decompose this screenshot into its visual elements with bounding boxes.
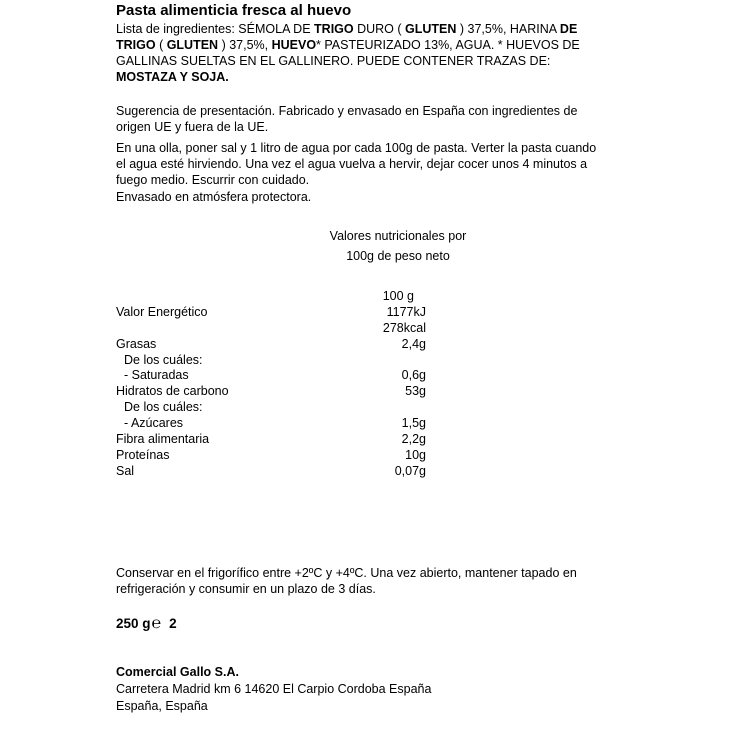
nutrition-row xyxy=(116,400,426,416)
nutrition-row xyxy=(116,432,426,448)
nutrition-row xyxy=(116,337,426,353)
nutrition-column-label: 100 g xyxy=(382,289,414,303)
net-weight xyxy=(116,615,177,633)
allergen-de-trigo: DE TRIGO xyxy=(116,22,578,52)
nutrition-row xyxy=(116,321,426,337)
company-name: Comercial Gallo S.A. xyxy=(116,665,239,679)
nutrition-row xyxy=(116,448,426,464)
nutrient-label: Hidratos de carbono xyxy=(116,384,229,399)
ingredients-text: ( xyxy=(155,38,167,52)
company-address: Carretera Madrid km 6 14620 El Carpio Cordoba España xyxy=(116,682,432,696)
allergen-trigo: TRIGO xyxy=(314,22,354,36)
nutrient-value: 0,07g xyxy=(394,463,426,478)
nutrient-label: De los cuáles: xyxy=(124,352,203,367)
allergen-huevo: HUEVO xyxy=(271,38,317,52)
nutrition-row xyxy=(116,368,426,384)
nutrient-value: 1,5g xyxy=(401,416,426,431)
nutrient-value: 2,2g xyxy=(401,432,426,447)
nutrient-label: Sal xyxy=(116,463,135,478)
portion-count: 2 xyxy=(169,616,177,631)
nutrition-header-line1: Valores nutricionales por xyxy=(329,229,467,243)
nutrient-label: - Azúcares xyxy=(124,416,184,431)
ingredients-text: ) 37,5%, HARINA xyxy=(456,22,560,36)
nutrient-value: 53g xyxy=(405,384,426,399)
allergen-mostaza-soja: MOSTAZA Y SOJA. xyxy=(116,70,229,84)
storage-instructions: Conservar en el frigorífico entre +2ºC y +4ºC. Una vez abierto, mantener tapado en refrigeración y consumir en un plazo de 3 días. xyxy=(116,566,577,596)
net-weight-amount: 250 g xyxy=(116,616,151,631)
nutrient-value: 10g xyxy=(405,447,426,462)
nutrition-header-line2: 100g de peso neto xyxy=(346,249,450,263)
nutrient-label: - Saturadas xyxy=(124,368,189,383)
nutrient-value: 1177kJ xyxy=(386,304,426,319)
packaging-note: Envasado en atmósfera protectora. xyxy=(116,190,312,204)
nutrient-value: 278kcal xyxy=(382,320,426,335)
nutrient-label: Fibra alimentaria xyxy=(116,432,210,447)
allergen-gluten: GLUTEN xyxy=(405,22,457,36)
nutrient-value: 0,6g xyxy=(401,368,426,383)
estimated-sign-icon: ℮ xyxy=(151,615,162,632)
ingredients-text: DURO ( xyxy=(353,22,406,36)
nutrition-row xyxy=(116,416,426,432)
nutrient-label: De los cuáles: xyxy=(124,400,203,415)
nutrition-row xyxy=(116,384,426,400)
nutrition-table xyxy=(116,289,426,480)
company-info xyxy=(116,664,431,715)
nutrient-label: Grasas xyxy=(116,336,157,351)
ingredients-text: ) 37,5%, xyxy=(218,38,272,52)
nutrient-value: 2,4g xyxy=(401,336,426,351)
cooking-instructions: En una olla, poner sal y 1 litro de agua por cada 100g de pasta. Verter la pasta cuando el agua esté hirviendo. Una vez el agua vuelva a hervir, dejar cocer unos 4 minutos a fuego medio. Escurrir con cuidado. xyxy=(116,141,597,187)
nutrition-column-header xyxy=(116,289,426,305)
ingredients-text: * PASTEURIZADO 13%, AGUA. * HUEVOS DE GALLINAS SUELTAS EN EL GALLINERO. PUEDE CONTENER TRAZAS DE: xyxy=(116,38,580,68)
nutrition-row xyxy=(116,305,426,321)
nutrition-row xyxy=(116,353,426,369)
allergen-gluten: GLUTEN xyxy=(166,38,219,52)
ingredients-list xyxy=(116,21,606,85)
presentation-note: Sugerencia de presentación. Fabricado y envasado en España con ingredientes de origen UE y fuera de la UE. xyxy=(116,104,578,134)
nutrient-label: Proteínas xyxy=(116,447,170,462)
product-title: Pasta alimenticia fresca al huevo xyxy=(116,2,352,19)
company-country: España, España xyxy=(116,699,208,713)
nutrient-label: Valor Energético xyxy=(116,304,208,319)
ingredients-text: Lista de ingredientes: SÉMOLA DE xyxy=(116,22,315,36)
nutrition-header xyxy=(318,226,478,266)
nutrition-row xyxy=(116,464,426,480)
